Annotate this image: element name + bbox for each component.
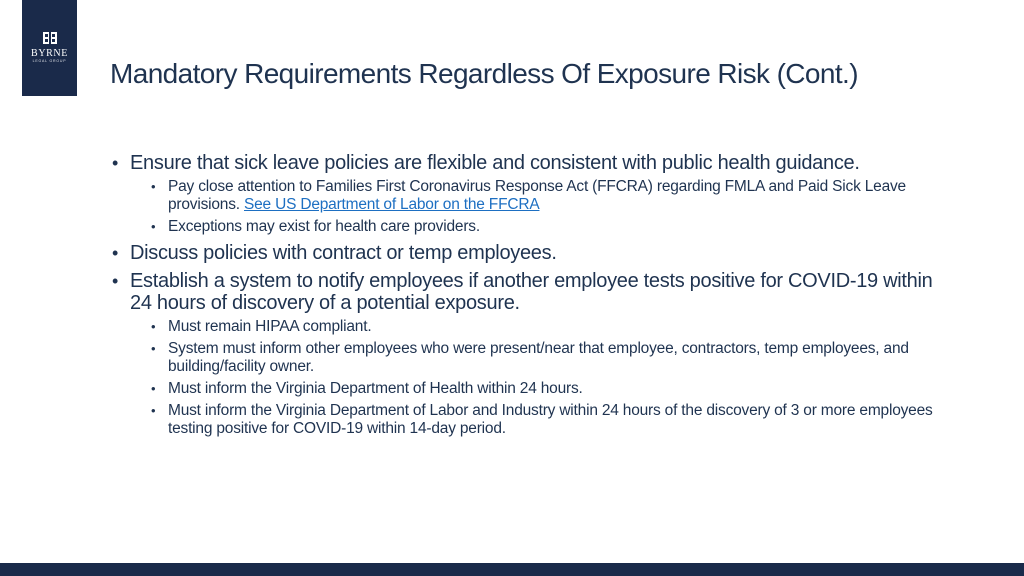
sub-bullet-text: System must inform other employees who were present/near that employee, contractors, temp employees, and building/facility owner. (168, 340, 909, 375)
sub-bullet-item (130, 178, 950, 214)
sub-bullet-text: Must remain HIPAA compliant. (168, 318, 372, 335)
sub-bullet-text: Pay close attention to Families First Coronavirus Response Act (FFCRA) regarding FMLA and Paid Sick Leave provisions. (168, 178, 906, 213)
sub-bullet-list (130, 318, 950, 438)
sub-bullet-list (130, 178, 950, 236)
slide-title: Mandatory Requirements Regardless Of Exposure Risk (Cont.) (110, 58, 858, 89)
logo-emblem-icon (43, 32, 57, 44)
logo-subtitle: LEGAL GROUP (32, 59, 67, 63)
slide-content (110, 152, 950, 444)
logo-name: BYRNE (31, 48, 68, 59)
sub-bullet-text: Must inform the Virginia Department of Health within 24 hours. (168, 380, 583, 397)
bullet-item (110, 152, 950, 236)
sub-bullet-item (130, 218, 950, 236)
sub-bullet-text: Exceptions may exist for health care providers. (168, 218, 480, 235)
sub-bullet-item (130, 340, 950, 376)
company-logo (22, 0, 77, 96)
footer-bar (0, 563, 1024, 576)
bullet-item (110, 270, 950, 438)
sub-bullet-text: Must inform the Virginia Department of Labor and Industry within 24 hours of the discovery of 3 or more employees testing positive for COVID-19 within 14-day period. (168, 402, 933, 437)
bullet-text: Establish a system to notify employees if another employee tests positive for COVID-19 within 24 hours of discovery of a potential exposure. (130, 270, 933, 314)
dol-ffcra-link[interactable]: See US Department of Labor on the FFCRA (244, 196, 540, 213)
sub-bullet-item (130, 318, 950, 336)
bullet-item (110, 242, 950, 264)
bullet-text: Ensure that sick leave policies are flexible and consistent with public health guidance. (130, 152, 860, 174)
bullet-text: Discuss policies with contract or temp employees. (130, 242, 557, 264)
sub-bullet-item (130, 380, 950, 398)
sub-bullet-item (130, 402, 950, 438)
bullet-list (110, 152, 950, 438)
